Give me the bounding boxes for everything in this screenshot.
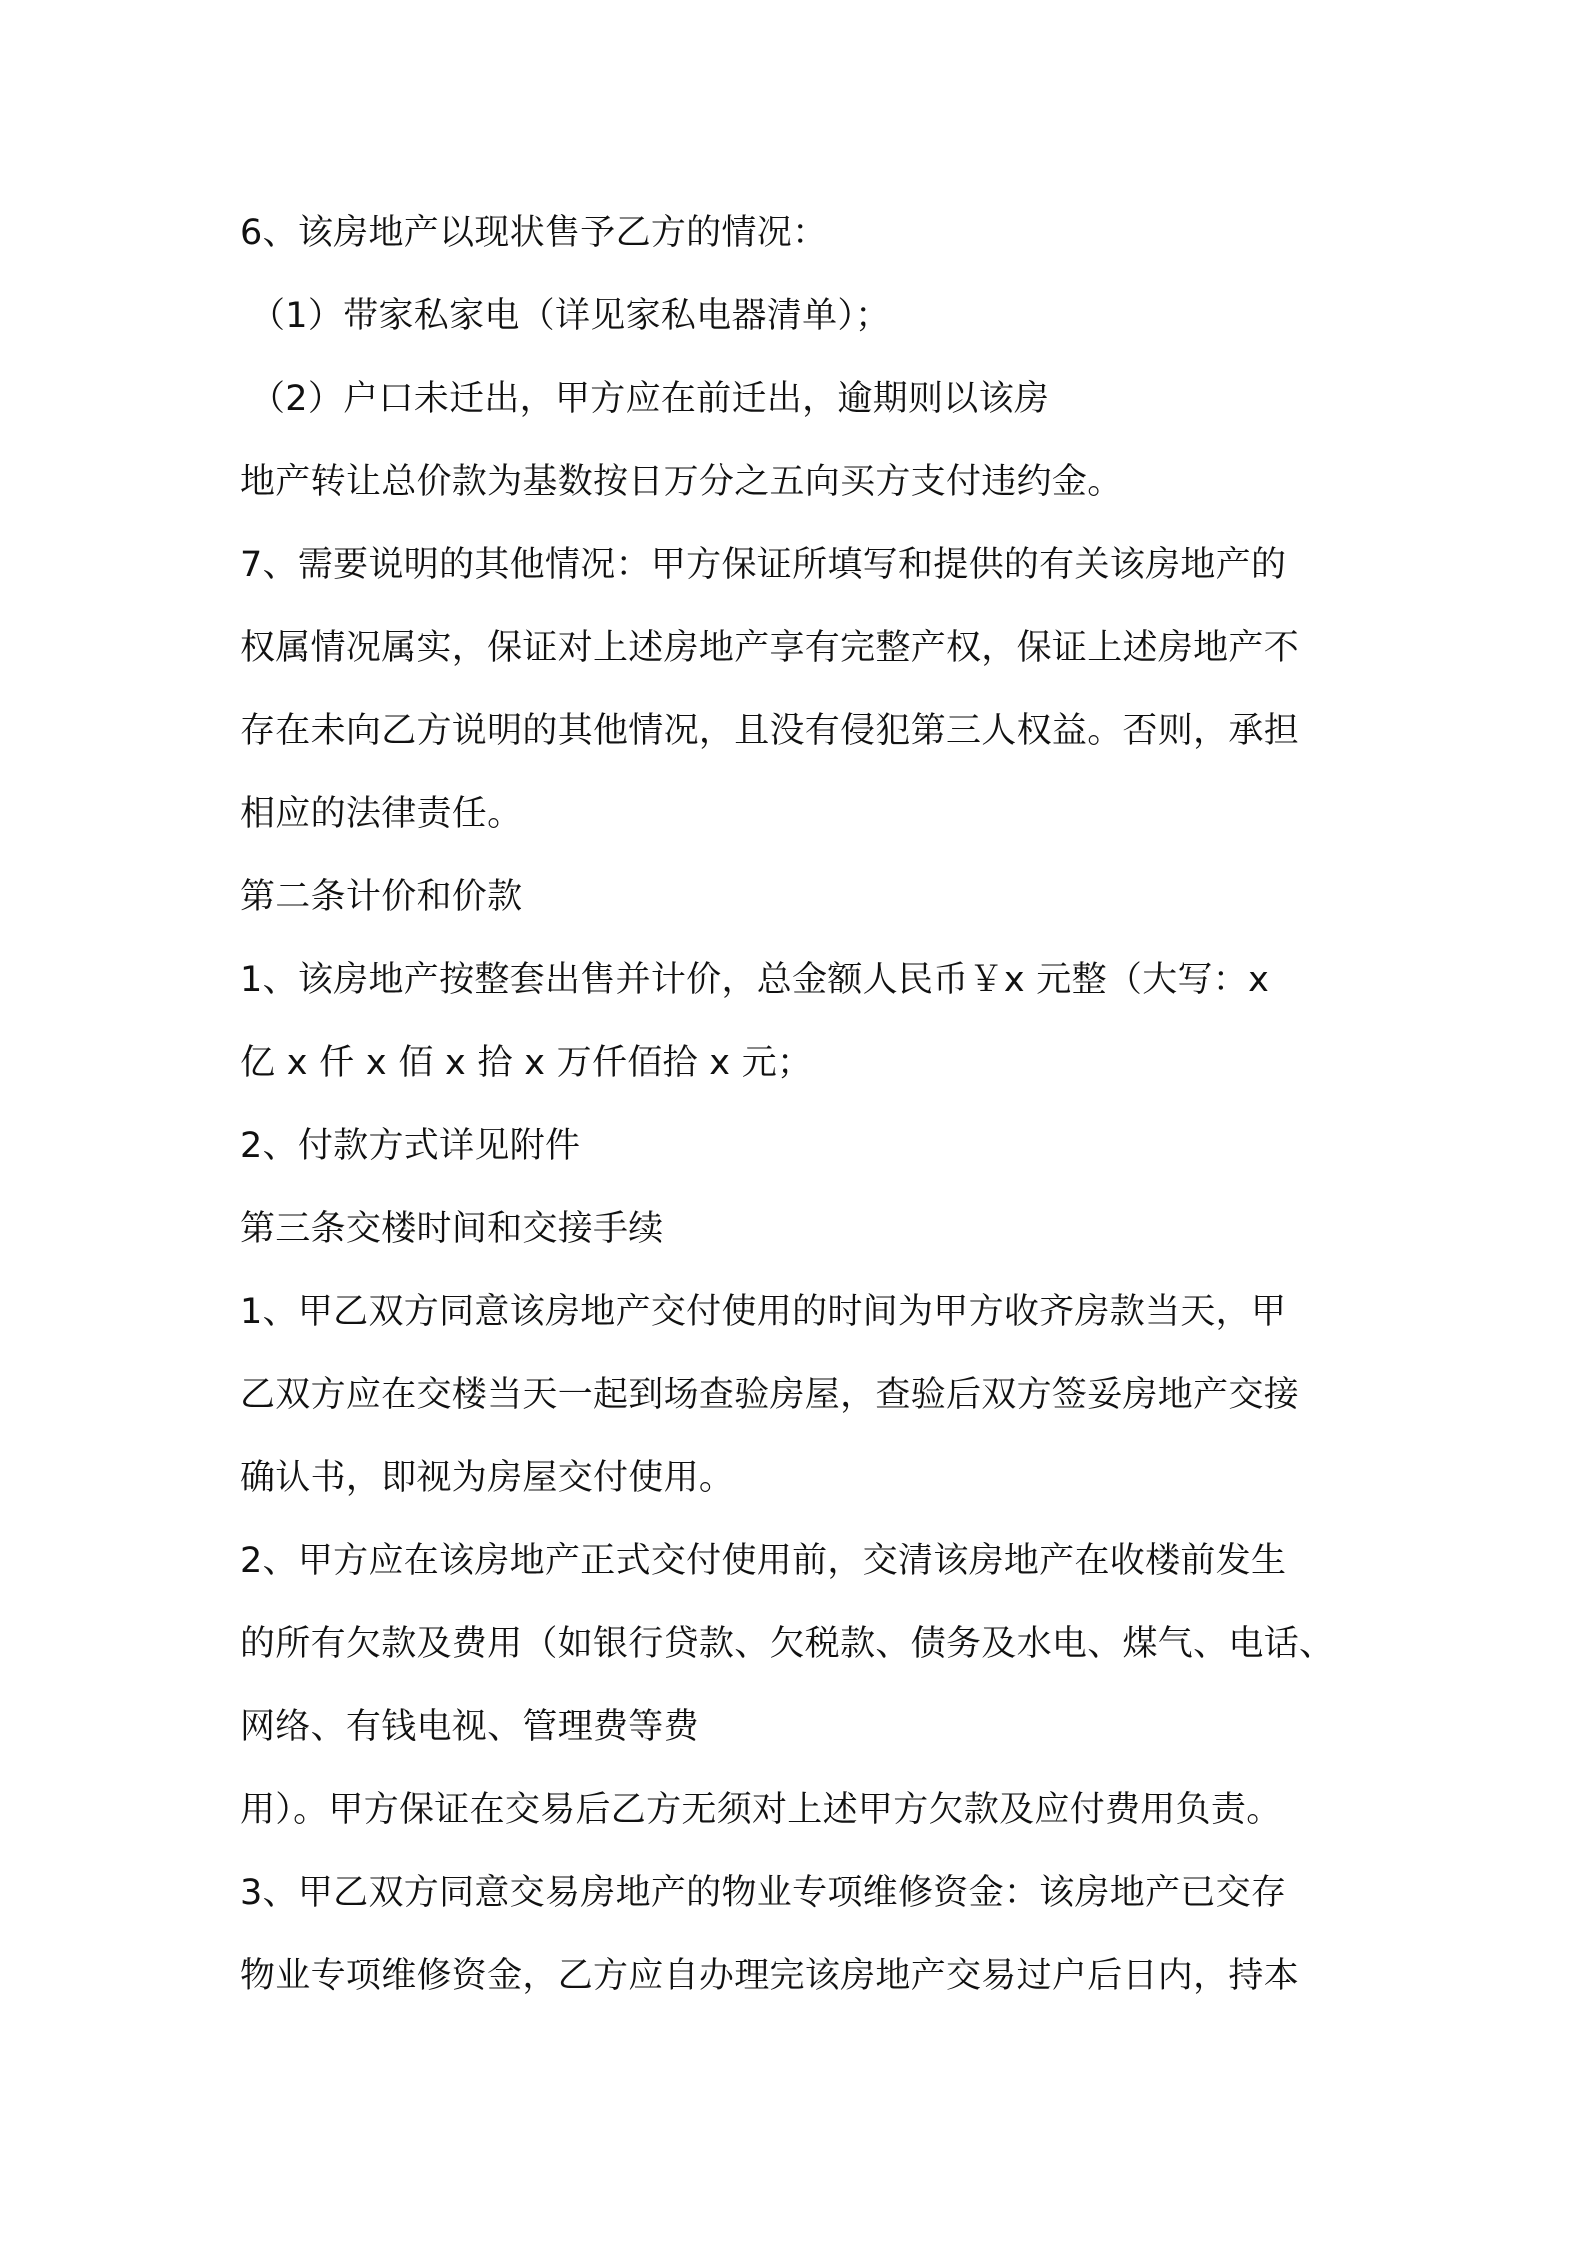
clause-7-line-4: 相应的法律责任。: [240, 794, 523, 834]
article-3-clause-1-line-1: 1、甲乙双方同意该房地产交付使用的时间为甲方收齐房款当天，甲: [240, 1292, 1287, 1332]
clause-7-line-2: 权属情况属实，保证对上述房地产享有完整产权，保证上述房地产不: [240, 628, 1300, 668]
article-2-clause-1-line-2: 亿 x 仟 x 佰 x 拾 x 万仟佰拾 x 元；: [240, 1043, 813, 1083]
clause-6-item-2-cont: 地产转让总价款为基数按日万分之五向买方支付违约金。: [240, 462, 1123, 502]
contract-text: [240, 192, 1360, 2018]
article-3-clause-1-line-2: 乙双方应在交楼当天一起到场查验房屋，查验后双方签妥房地产交接: [240, 1375, 1300, 1415]
clause-7-line-1: 7、需要说明的其他情况：甲方保证所填写和提供的有关该房地产的: [240, 545, 1287, 585]
clause-7-line-3: 存在未向乙方说明的其他情况，且没有侵犯第三人权益。否则，承担: [240, 711, 1300, 751]
article-3-clause-3-line-1: 3、甲乙双方同意交易房地产的物业专项维修资金：该房地产已交存: [240, 1873, 1287, 1913]
article-3-clause-2-line-1: 2、甲方应在该房地产正式交付使用前，交清该房地产在收楼前发生: [240, 1541, 1287, 1581]
article-3-clause-2-line-3: 网络、有钱电视、管理费等费: [240, 1707, 699, 1747]
article-3-clause-3-line-2: 物业专项维修资金，乙方应自办理完该房地产交易过户后日内，持本: [240, 1956, 1300, 1996]
clause-6-line: 6、该房地产以现状售予乙方的情况：: [240, 213, 828, 253]
article-2-clause-2: 2、付款方式详见附件: [240, 1126, 581, 1166]
article-3-clause-2-line-4: 用）。甲方保证在交易后乙方无须对上述甲方欠款及应付费用负责。: [240, 1790, 1282, 1830]
article-2-heading: 第二条计价和价款: [240, 877, 523, 917]
article-3-clause-2-line-2: 的所有欠款及费用（如银行贷款、欠税款、债务及水电、煤气、电话、: [240, 1624, 1335, 1664]
clause-6-item-1: （1）带家私家电（详见家私电器清单）；: [250, 296, 891, 336]
article-2-clause-1-line-1: 1、该房地产按整套出售并计价，总金额人民币￥x 元整（大写：x: [240, 960, 1270, 1000]
article-3-heading: 第三条交楼时间和交接手续: [240, 1209, 664, 1249]
article-3-clause-1-line-3: 确认书，即视为房屋交付使用。: [240, 1458, 735, 1498]
clause-6-item-2: （2）户口未迁出，甲方应在前迁出，逾期则以该房: [250, 379, 1050, 419]
